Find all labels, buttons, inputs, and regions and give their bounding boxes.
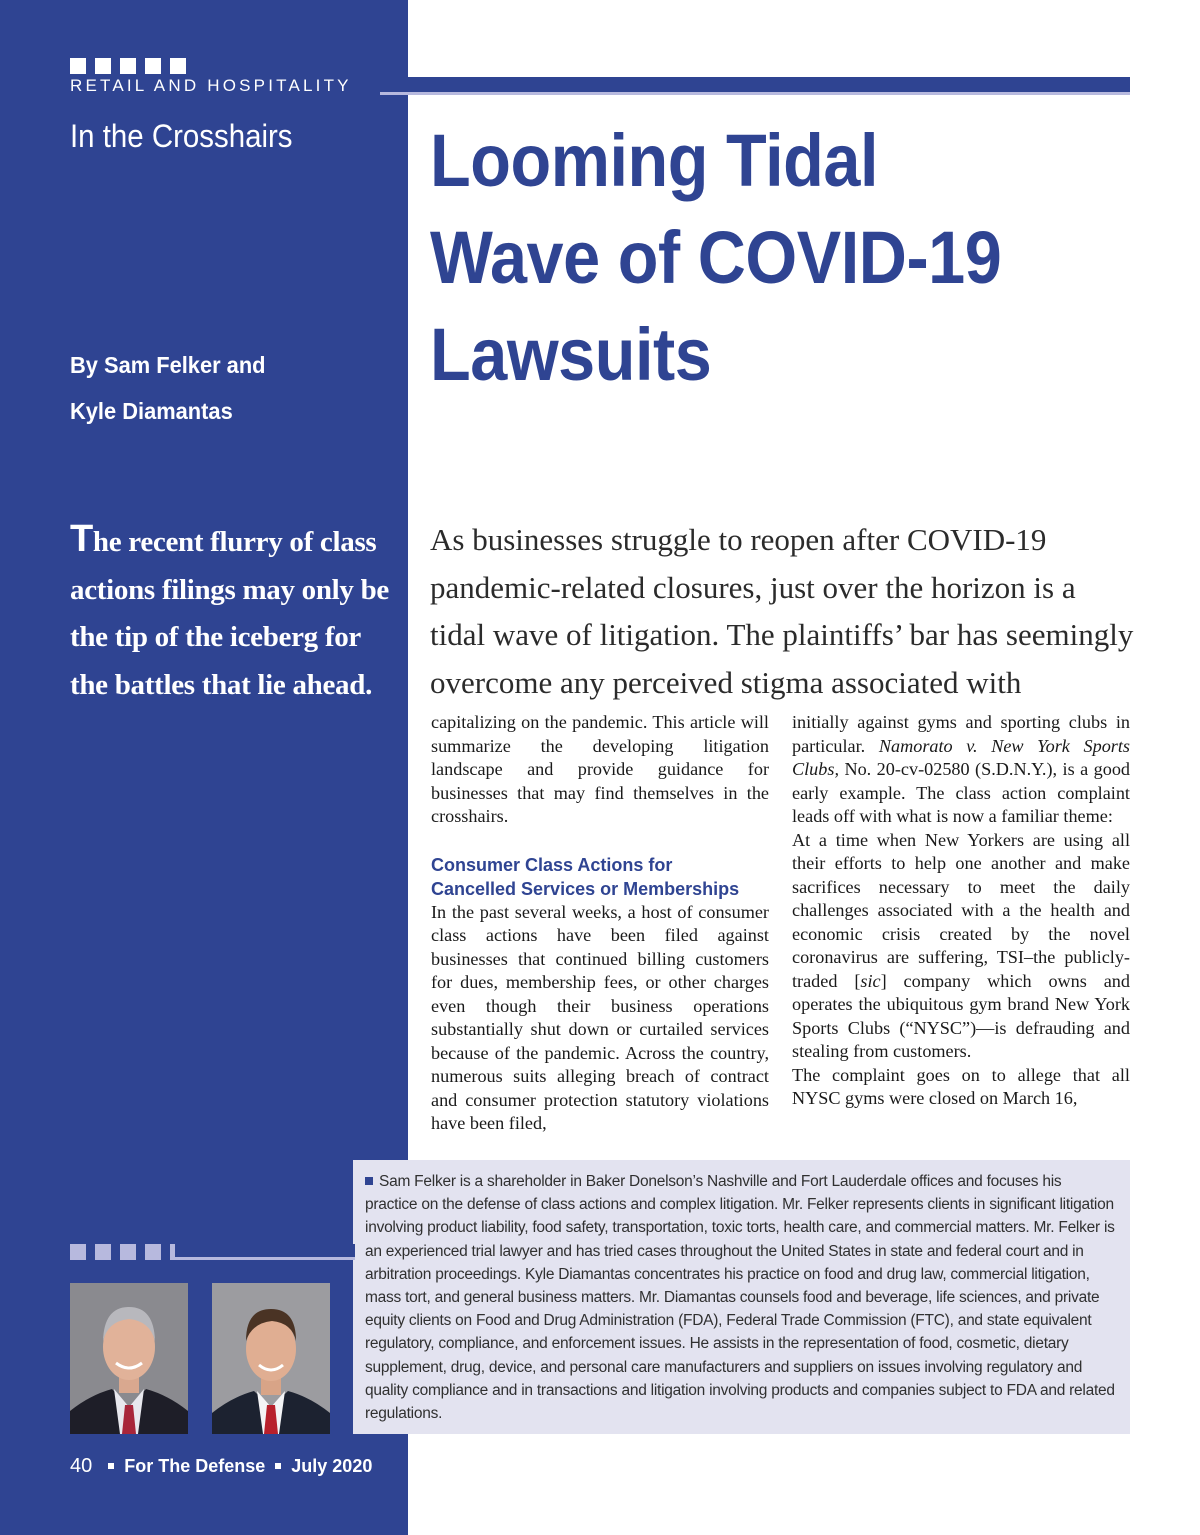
subheading-line: Consumer Class Actions for [431, 854, 673, 875]
byline: By Sam Felker and [70, 352, 266, 378]
page-number: 40 [70, 1455, 93, 1477]
headline-line: Wave of COVID-19 [430, 216, 1002, 299]
publication-name: For The Defense [124, 1456, 266, 1476]
author-photo-diamantas [212, 1283, 330, 1434]
subheading-line: Cancelled Services or Memberships [431, 878, 740, 899]
headline [430, 112, 1096, 403]
pull-quote [70, 516, 400, 709]
subheading [431, 853, 769, 901]
bio-squares [70, 1244, 186, 1260]
lead-line: tidal wave of litigation. The plaintiffs’ bar has seemingly [430, 617, 1134, 652]
page-footer [70, 1455, 372, 1478]
drop-cap: T [70, 518, 93, 560]
lead-line: pandemic-related closures, just over the horizon is a [430, 569, 1076, 605]
section-label: RETAIL AND HOSPITALITY [70, 76, 352, 95]
author-bio [353, 1160, 1130, 1434]
headline-line: Looming Tidal [430, 119, 879, 202]
pull-quote-text: he recent flurry of class actions filings may only be the tip of the iceberg for the battles that lie ahead. [70, 526, 389, 701]
block-quote [792, 829, 1130, 1064]
body-paragraph: The complaint goes on to allege that all NYSC gyms were closed on March 16, [792, 1064, 1130, 1108]
section-rule [380, 77, 1130, 95]
text: No. 20-cv-02580 (S.D.N.Y.), is a good early example. The class action complaint leads off with what is now a familiar theme: [792, 759, 1131, 826]
headline-line: Lawsuits [430, 313, 712, 396]
bio-rule [175, 1244, 355, 1260]
sic: sic [860, 970, 881, 991]
issue-date: July 2020 [291, 1456, 373, 1476]
byline: Kyle Diamantas [70, 398, 233, 424]
separator-dot [108, 1463, 114, 1469]
body-column-1 [431, 711, 769, 1136]
bio-text: Sam Felker is a shareholder in Baker Donelson’s Nashville and Fort Lauderdale offices and focuses his practice on the defense of class actions and complex litigation. Mr. Felker represents clients in significant litigation involving product liability, food safety, transportation, toxic torts, health care, and commercial matters. Mr. Felker is an experienced trial lawyer and has tried cases throughout the United States in state and federal court and in arbitration proceedings. Kyle Diamantas concentrates his practice on food and drug law, commercial litigation, mass tort, and general business matters. Mr. Diamantas counsels food and beverage, life sciences, and private equity clients on Food and Drug Administration (FDA), Federal Trade Commission (FTC), and state equivalent regulatory, compliance, and enforcement issues. He assists in the representation of food, cosmetic, dietary supplement, drug, device, and personal care manufacturers and suppliers on issues involving regulatory and quality compliance and in transactions and litigation involving products and companies subject to FDA and related regulations. [365, 1173, 1115, 1423]
lead-line: overcome any perceived stigma associated with [430, 664, 1022, 700]
body-paragraph: capitalizing on the pandemic. This article will summarize the developing litigation landscape and provide guidance for businesses that may find themselves in the crosshairs. [431, 712, 769, 826]
text: At a time when New Yorkers are using all their efforts to help one another and make sacrifices necessary to meet the daily challenges associated with a the health and economic crisis created by the novel coronavirus are suffering, TSI–the publicly-traded [ [792, 829, 1130, 991]
text: ] company which owns and operates the ubiquitous gym brand New York Sports Clubs (“NYSC”)—is defrauding and stealing from customers. [792, 970, 1130, 1061]
bullet-icon [365, 1177, 373, 1185]
separator-dot [275, 1463, 281, 1469]
lead-line: As businesses struggle to reopen after COVID-19 [430, 522, 1047, 557]
body-paragraph: In the past several weeks, a host of consumer class actions have been filed against businesses that continued billing customers for dues, membership fees, or other charges even though their business operations substantially shut down or curtailed services because of the pandemic. Across the country, numerous suits alleging breach of contract and consumer protection statutory violations have been filed, [431, 901, 769, 1133]
case-citation: Namorato v. New York Sports Clubs, [792, 735, 1130, 779]
sidebar-panel [0, 0, 408, 1535]
body-column-2 [792, 711, 1130, 1111]
body-paragraph [792, 711, 1130, 829]
author-photo-felker [70, 1283, 188, 1434]
lead-paragraph [430, 516, 1150, 706]
text: initially against gyms and sporting clubs in particular. [792, 712, 1130, 756]
kicker: In the Crosshairs [70, 118, 293, 154]
section-squares [70, 58, 186, 74]
